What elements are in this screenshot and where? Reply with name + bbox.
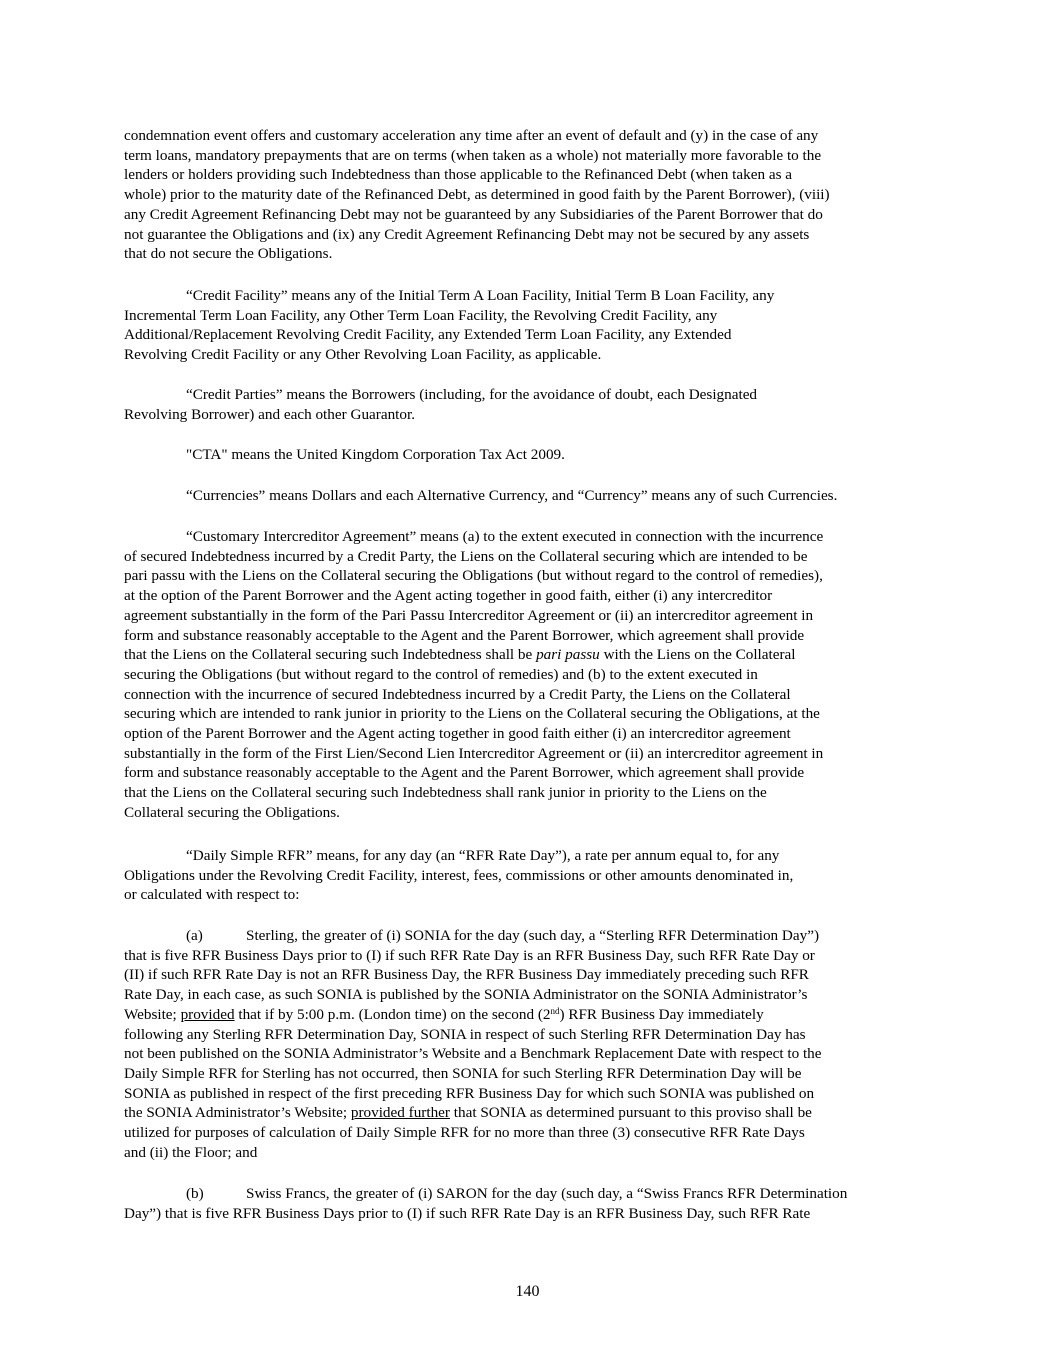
text-line: any Credit Agreement Refinancing Debt may not be guaranteed by any Subsidiaries of the Parent Borrower that do [124, 205, 823, 223]
text-line: Revolving Credit Facility or any Other Revolving Loan Facility, as applicable. [124, 346, 602, 364]
text-segment: ) RFR Business Day immediately [559, 1005, 764, 1023]
text-line: of secured Indebtedness incurred by a Credit Party, the Liens on the Collateral securing which are intended to be [124, 547, 808, 565]
text-line: Incremental Term Loan Facility, any Other Term Loan Facility, the Revolving Credit Facility, any [124, 306, 718, 324]
underlined-term-provided: provided [180, 1005, 235, 1023]
text-segment: that the Liens on the Collateral securing such Indebtedness shall be [124, 646, 537, 664]
text-segment: Sterling, the greater of (i) SONIA for the day (such day, a “Sterling RFR Determination Day”) [246, 927, 820, 944]
text-segment: Website; [124, 1005, 181, 1023]
definition-customary-intercreditor-agreement [124, 527, 934, 823]
text-line: Revolving Borrower) and each other Guarantor. [124, 405, 415, 423]
text-line: term loans, mandatory prepayments that are on terms (when taken as a whole) not materially more favorable to the [124, 146, 822, 164]
underlined-term-provided-further: provided further [350, 1104, 450, 1122]
clause-a-sterling [124, 926, 934, 1162]
text-line: option of the Parent Borrower and the Agent acting together in good faith either (i) an intercreditor agreement [124, 725, 791, 743]
text-line: that do not secure the Obligations. [124, 245, 333, 263]
text-line [124, 926, 934, 946]
text-line: or calculated with respect to: [124, 886, 300, 904]
text-segment: the SONIA Administrator’s Website; [124, 1104, 351, 1122]
text-line: form and substance reasonably acceptable to the Agent and the Parent Borrower, which agreement shall provide [124, 626, 805, 644]
text-line: that is five RFR Business Days prior to (I) if such RFR Rate Day is an RFR Business Day, such RFR Rate Day or [124, 946, 815, 964]
definition-cta [124, 445, 934, 465]
text-line: and (ii) the Floor; and [124, 1143, 258, 1161]
italic-term-pari-passu: pari passu [536, 646, 600, 664]
ordinal-superscript: nd [550, 1005, 560, 1016]
clause-label: (a) [186, 927, 203, 944]
text-line: agreement substantially in the form of the Pari Passu Intercreditor Agreement or (ii) an intercreditor agreement in [124, 606, 814, 624]
text-segment: that SONIA as determined pursuant to this proviso shall be [449, 1104, 812, 1122]
text-line: SONIA as published in respect of the first preceding RFR Business Day for which such SONIA was published on [124, 1084, 815, 1102]
text-line: Day”) that is five RFR Business Days prior to (I) if such RFR Rate Day is an RFR Business Day, such RFR Rate [124, 1204, 811, 1222]
definition-currencies [124, 486, 934, 506]
text-line: lenders or holders providing such Indebtedness than those applicable to the Refinanced Debt (when taken as a [124, 166, 793, 184]
paragraph-refinancing-continuation [124, 126, 934, 264]
text-line: Collateral securing the Obligations. [124, 803, 340, 821]
text-line: utilized for purposes of calculation of Daily Simple RFR for no more than three (3) consecutive RFR Rate Days [124, 1124, 805, 1142]
text-line: “Daily Simple RFR” means, for any day (an “RFR Rate Day”), a rate per annum equal to, for any [186, 847, 780, 864]
text-line: pari passu with the Liens on the Collateral securing the Obligations (but without regard to the control of remedies), [124, 567, 823, 585]
clause-label: (b) [186, 1185, 204, 1202]
text-line: that the Liens on the Collateral securing such Indebtedness shall rank junior in priority to the Liens on the [124, 784, 767, 802]
text-line: following any Sterling RFR Determination Day, SONIA in respect of such Sterling RFR Determination Day has [124, 1025, 806, 1043]
text-line: (II) if such RFR Rate Day is not an RFR Business Day, the RFR Business Day immediately preceding such RFR [124, 966, 809, 984]
definition-credit-facility [124, 286, 934, 365]
page-number: 140 [515, 1283, 540, 1300]
text-line: whole) prior to the maturity date of the Refinanced Debt, as determined in good faith by the Parent Borrower), (viii) [124, 186, 830, 204]
text-line: substantially in the form of the First Lien/Second Lien Intercreditor Agreement or (ii) an intercreditor agreement in [124, 744, 824, 762]
text-line: “Credit Parties” means the Borrowers (including, for the avoidance of doubt, each Designated [186, 386, 758, 403]
text-line: Additional/Replacement Revolving Credit Facility, any Extended Term Loan Facility, any Extended [124, 326, 732, 344]
definition-credit-parties [124, 385, 934, 424]
text-line: “Customary Intercreditor Agreement” means (a) to the extent executed in connection with the incurrence [186, 528, 824, 545]
text-line: securing which are intended to rank junior in priority to the Liens on the Collateral securing the Obligations, at the [124, 705, 820, 723]
text-segment: that if by 5:00 p.m. (London time) on the second (2 [234, 1005, 551, 1023]
text-line: Obligations under the Revolving Credit Facility, interest, fees, commissions or other amounts denominated in, [124, 866, 794, 884]
text-line: at the option of the Parent Borrower and the Agent acting together in good faith, either (i) any intercreditor [124, 587, 773, 605]
text-segment: with the Liens on the Collateral [599, 646, 796, 664]
text-line: Rate Day, in each case, as such SONIA is published by the SONIA Administrator on the SONIA Administrator’s [124, 986, 808, 1004]
text-line: “Currencies” means Dollars and each Alternative Currency, and “Currency” means any of such Currencies. [186, 487, 838, 504]
text-line: not been published on the SONIA Administrator’s Website and a Benchmark Replacement Date with respect to the [124, 1045, 822, 1063]
text-line: Daily Simple RFR for Sterling has not occurred, then SONIA for such Sterling RFR Determination Day will be [124, 1064, 802, 1082]
clause-b-swiss-francs [124, 1184, 934, 1223]
text-line: not guarantee the Obligations and (ix) any Credit Agreement Refinancing Debt may not be secured by any assets [124, 225, 810, 243]
text-line [124, 645, 934, 665]
text-line: form and substance reasonably acceptable to the Agent and the Parent Borrower, which agreement shall provide [124, 764, 805, 782]
text-line: connection with the incurrence of secured Indebtedness incurred by a Credit Party, the Liens on the Collateral [124, 685, 791, 703]
text-line [124, 1005, 934, 1025]
text-line: securing the Obligations (but without regard to the control of remedies) and (b) to the extent executed in [124, 665, 758, 683]
text-line: “Credit Facility” means any of the Initial Term A Loan Facility, Initial Term B Loan Facility, any [186, 287, 775, 304]
text-line [124, 1103, 934, 1123]
text-line: "CTA" means the United Kingdom Corporation Tax Act 2009. [186, 446, 565, 463]
text-line: condemnation event offers and customary acceleration any time after an event of default and (y) in the case of any [124, 127, 819, 144]
text-line [124, 1184, 934, 1204]
definition-daily-simple-rfr [124, 846, 934, 905]
text-segment: Swiss Francs, the greater of (i) SARON for the day (such day, a “Swiss Francs RFR Determination [246, 1185, 848, 1202]
